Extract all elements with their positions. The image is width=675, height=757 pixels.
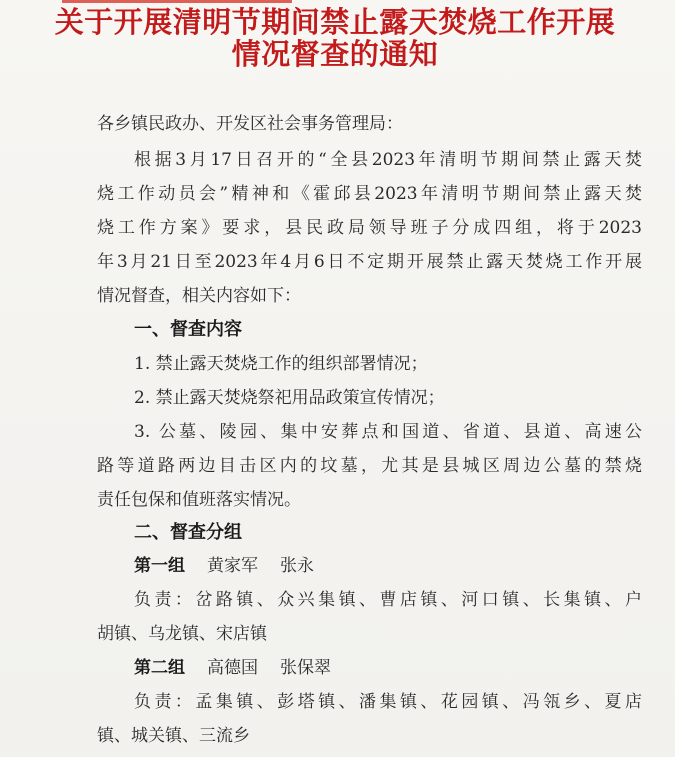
group-1-member-1: 黄家军	[207, 556, 258, 576]
group-1-name: 第一组	[134, 556, 185, 576]
document-title-line-2: 情况督查的通知	[231, 37, 439, 71]
section-1-item-3-line-2: 路等道路两边目击区内的坟墓，尤其是县城区周边公墓的禁烧	[97, 456, 642, 476]
intro-line-1: 根据3月17日召开的“全县2023年清明节期间禁止露天焚	[134, 150, 642, 170]
group-1-duty-line-2: 胡镇、乌龙镇、宋店镇	[97, 624, 267, 644]
intro-line-5: 情况督查，相关内容如下：	[97, 286, 301, 306]
red-header-strip	[62, 0, 292, 3]
document-title-line-1: 关于开展清明节期间禁止露天焚烧工作开展	[54, 5, 616, 39]
group-2-member-2: 张保翠	[280, 658, 331, 678]
section-1-item-3-line-3: 责任包保和值班落实情况。	[97, 490, 301, 510]
group-1-header	[134, 554, 314, 578]
intro-line-3: 烧工作方案》要求，县民政局领导班子分成四组，将于2023	[97, 218, 642, 238]
group-2-header	[134, 656, 331, 680]
section-1-item-3-line-1: 3. 公墓、陵园、集中安葬点和国道、省道、县道、高速公	[134, 422, 642, 442]
section-1-item-1: 1. 禁止露天焚烧工作的组织部署情况；	[134, 354, 428, 374]
group-2-member-1: 高德国	[207, 658, 258, 678]
group-2-duty-line-2: 镇、城关镇、三流乡	[97, 726, 250, 746]
section-1-heading: 一、督查内容	[134, 319, 242, 340]
group-1-member-2: 张永	[280, 556, 314, 576]
salutation: 各乡镇民政办、开发区社会事务管理局：	[97, 114, 403, 134]
section-1-item-2: 2. 禁止露天焚烧祭祀用品政策宣传情况；	[134, 388, 445, 408]
group-1-duty-line-1: 负责：岔路镇、众兴集镇、曹店镇、河口镇、长集镇、户	[134, 590, 642, 610]
intro-line-4: 年3月21日至2023年4月6日不定期开展禁止露天焚烧工作开展	[97, 252, 642, 272]
group-2-duty-line-1: 负责：孟集镇、彭塔镇、潘集镇、花园镇、冯瓴乡、夏店	[134, 692, 642, 712]
intro-line-2: 烧工作动员会”精神和《霍邱县2023年清明节期间禁止露天焚	[97, 184, 642, 204]
section-2-heading: 二、督查分组	[134, 522, 242, 543]
group-2-name: 第二组	[134, 658, 185, 678]
